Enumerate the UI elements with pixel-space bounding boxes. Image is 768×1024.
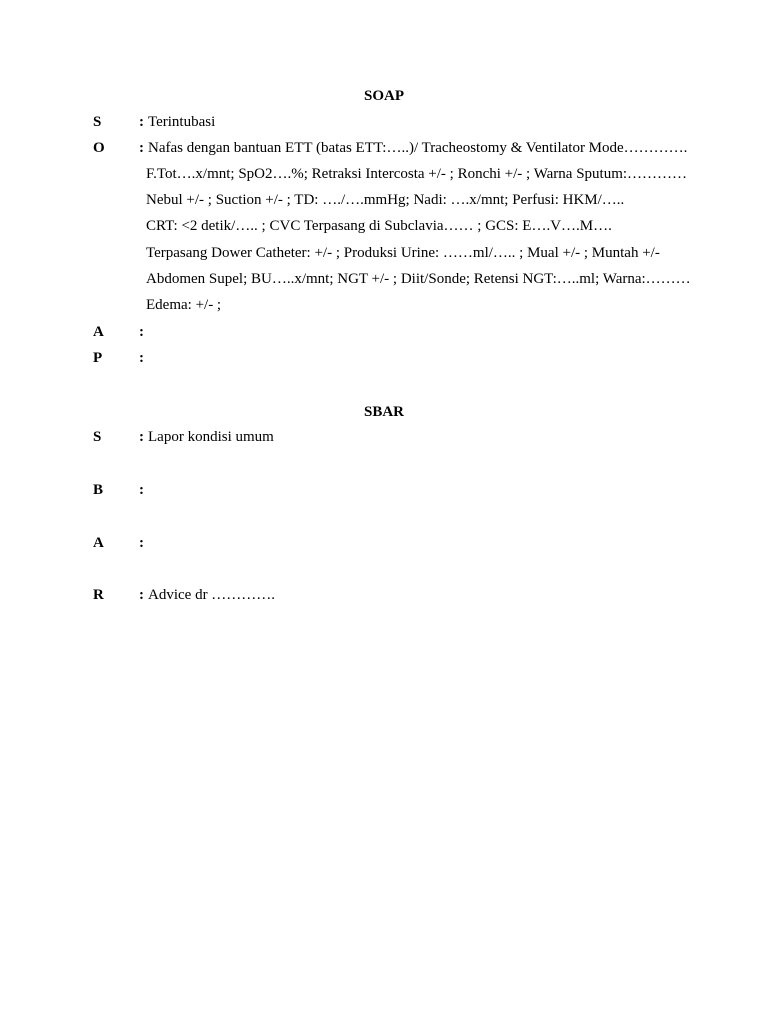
sbar-r-letter: R <box>93 587 104 603</box>
soap-a-letter: A <box>93 324 104 340</box>
soap-o-letter: O <box>93 140 105 156</box>
sbar-r-text: Advice dr …………. <box>148 587 276 603</box>
sbar-s-colon: : <box>139 429 144 445</box>
sbar-s-text: Lapor kondisi umum <box>148 429 274 445</box>
soap-p-colon: : <box>139 350 144 366</box>
sbar-a-letter: A <box>93 535 104 551</box>
soap-s-colon: : <box>139 114 144 130</box>
sbar-b-letter: B <box>93 482 104 498</box>
soap-o-line: Edema: +/- ; <box>146 297 222 313</box>
soap-a-colon: : <box>139 324 144 340</box>
soap-p-letter: P <box>93 350 103 366</box>
soap-title: SOAP <box>363 88 404 104</box>
soap-o-line: Nebul +/- ; Suction +/- ; TD: …./….mmHg; Nadi: ….x/mnt; Perfusi: HKM/….. <box>146 192 625 208</box>
sbar-s-letter: S <box>93 429 102 445</box>
soap-o-line: F.Tot….x/mnt; SpO2….%; Retraksi Intercosta +/- ; Ronchi +/- ; Warna Sputum:………… <box>146 166 688 182</box>
sbar-a-colon: : <box>139 535 144 551</box>
sbar-r-colon: : <box>139 587 144 603</box>
soap-o-line: Abdomen Supel; BU…..x/mnt; NGT +/- ; Diit/Sonde; Retensi NGT:…..ml; Warna:……… <box>146 271 691 287</box>
soap-s-text: Terintubasi <box>148 114 216 130</box>
soap-o-line: Terpasang Dower Catheter: +/- ; Produksi Urine: ……ml/….. ; Mual +/- ; Muntah +/- <box>146 245 660 261</box>
soap-o-line: CRT: <2 detik/….. ; CVC Terpasang di Subclavia…… ; GCS: E….V….M…. <box>146 218 612 234</box>
soap-s-letter: S <box>93 114 102 130</box>
sbar-b-colon: : <box>139 482 144 498</box>
sbar-title: SBAR <box>363 404 404 420</box>
soap-o-colon: : <box>139 140 144 156</box>
soap-o-text: Nafas dengan bantuan ETT (batas ETT:…..)/ Tracheostomy & Ventilator Mode…………. <box>148 140 688 156</box>
